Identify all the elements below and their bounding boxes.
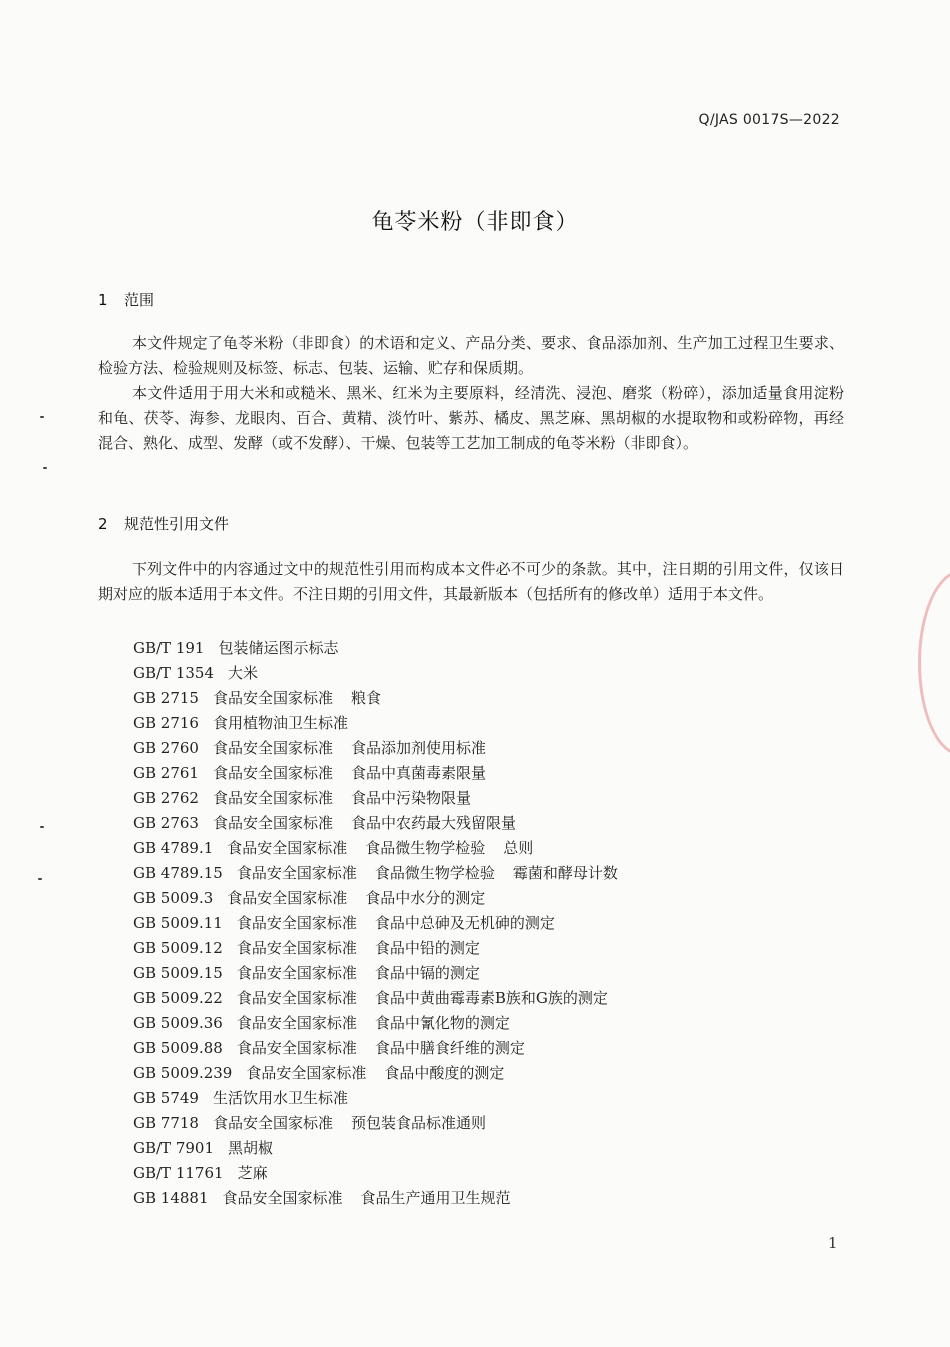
section-number: 1 (98, 291, 108, 309)
page-number: 1 (828, 1234, 838, 1252)
reference-item (133, 986, 626, 1011)
reference-item (133, 936, 626, 961)
reference-subtitle: 食品中农药最大残留限量 (350, 814, 516, 832)
reference-item (133, 1161, 626, 1186)
reference-item (133, 1061, 626, 1086)
reference-title: 食用植物油卫生标准 (212, 714, 348, 732)
reference-item (133, 711, 626, 736)
reference-item (133, 1086, 626, 1111)
reference-code: GB 14881 (133, 1189, 209, 1207)
reference-item (133, 1011, 626, 1036)
reference-subtitle: 食品中镉的测定 (374, 964, 480, 982)
reference-title: 食品安全国家标准 (212, 789, 333, 807)
reference-title: 生活饮用水卫生标准 (212, 1089, 348, 1107)
reference-code: GB 5009.22 (133, 989, 223, 1007)
reference-item (133, 661, 626, 686)
reference-subtitle: 食品微生物学检验 (374, 864, 495, 882)
reference-item (133, 761, 626, 786)
section-title: 范围 (124, 291, 155, 309)
reference-item (133, 811, 626, 836)
reference-item (133, 961, 626, 986)
reference-item (133, 786, 626, 811)
reference-code: GB 2763 (133, 814, 199, 832)
document-title: 龟苓米粉（非即食） (371, 210, 579, 235)
reference-subtitle: 食品微生物学检验 (365, 839, 486, 857)
reference-part: 总则 (503, 839, 534, 857)
reference-title: 食品安全国家标准 (212, 739, 333, 757)
scope-paragraph-1: 本文件规定了龟苓米粉（非即食）的术语和定义、产品分类、要求、食品添加剂、生产加工过程卫生要求、检验方法、检验规则及标签、标志、包装、运输、贮存和保质期。 (98, 334, 844, 377)
document-code: Q/JAS 0017S—2022 (698, 112, 840, 128)
reference-part: 霉菌和酵母计数 (512, 864, 618, 882)
reference-item (133, 911, 626, 936)
scan-mark (38, 878, 42, 880)
reference-code: GB 5749 (133, 1089, 199, 1107)
scan-mark (40, 826, 44, 828)
reference-title: 食品安全国家标准 (236, 914, 357, 932)
reference-item (133, 836, 626, 861)
reference-code: GB/T 7901 (133, 1139, 215, 1157)
reference-title: 大米 (228, 664, 259, 682)
section-heading-scope (98, 289, 154, 310)
reference-title: 食品安全国家标准 (212, 689, 333, 707)
reference-title: 食品安全国家标准 (222, 1189, 343, 1207)
reference-title: 食品安全国家标准 (236, 964, 357, 982)
reference-item (133, 1136, 626, 1161)
reference-code: GB/T 191 (133, 639, 205, 657)
reference-code: GB 4789.1 (133, 839, 214, 857)
reference-code: GB 5009.12 (133, 939, 223, 957)
red-seal-stamp (918, 570, 950, 756)
scan-mark (43, 467, 47, 469)
reference-subtitle: 食品中黄曲霉毒素B族和G族的测定 (374, 989, 608, 1007)
reference-title: 食品安全国家标准 (212, 764, 333, 782)
reference-code: GB 5009.239 (133, 1064, 233, 1082)
scope-paragraph-2: 本文件适用于用大米和或糙米、黑米、红米为主要原料，经清洗、浸泡、磨浆（粉碎），添加适量食用淀粉和龟、茯苓、海参、龙眼肉、百合、黄精、淡竹叶、紫苏、橘皮、黑芝麻、黑胡椒的水提取物和或粉碎物，再经混合、熟化、成型、发酵（或不发酵）、干燥、包装等工艺加工制成的龟苓米粉（非即食）。 (98, 384, 844, 452)
reference-item (133, 1111, 626, 1136)
reference-title: 食品安全国家标准 (227, 839, 348, 857)
reference-item (133, 861, 626, 886)
reference-code: GB 7718 (133, 1114, 199, 1132)
reference-subtitle: 食品添加剂使用标准 (350, 739, 486, 757)
reference-subtitle: 食品中总砷及无机砷的测定 (374, 914, 555, 932)
section-title: 规范性引用文件 (124, 515, 230, 533)
reference-list (133, 636, 626, 1211)
reference-subtitle: 食品中真菌毒素限量 (350, 764, 486, 782)
references-intro-paragraph: 下列文件中的内容通过文中的规范性引用而构成本文件必不可少的条款。其中，注日期的引用文件，仅该日期对应的版本适用于本文件。不注日期的引用文件，其最新版本（包括所有的修改单）适用于本文件。 (98, 560, 844, 603)
reference-subtitle: 食品中氰化物的测定 (374, 1014, 510, 1032)
reference-title: 食品安全国家标准 (236, 1039, 357, 1057)
reference-title: 食品安全国家标准 (236, 989, 357, 1007)
reference-code: GB 2761 (133, 764, 199, 782)
reference-code: GB 2716 (133, 714, 199, 732)
reference-subtitle: 食品中污染物限量 (350, 789, 471, 807)
reference-item (133, 636, 626, 661)
reference-item (133, 736, 626, 761)
reference-item (133, 1186, 626, 1211)
reference-title: 食品安全国家标准 (246, 1064, 367, 1082)
reference-title: 食品安全国家标准 (236, 864, 357, 882)
reference-subtitle: 食品中水分的测定 (365, 889, 486, 907)
reference-title: 食品安全国家标准 (236, 1014, 357, 1032)
reference-code: GB 5009.88 (133, 1039, 223, 1057)
reference-title: 食品安全国家标准 (227, 889, 348, 907)
reference-code: GB/T 11761 (133, 1164, 224, 1182)
reference-subtitle: 预包装食品标准通则 (350, 1114, 486, 1132)
reference-title: 包装储运图示标志 (218, 639, 339, 657)
reference-subtitle: 食品中膳食纤维的测定 (374, 1039, 525, 1057)
reference-title: 食品安全国家标准 (212, 1114, 333, 1132)
reference-code: GB/T 1354 (133, 664, 215, 682)
reference-item (133, 1036, 626, 1061)
reference-code: GB 5009.36 (133, 1014, 223, 1032)
reference-subtitle: 食品中铅的测定 (374, 939, 480, 957)
reference-code: GB 5009.15 (133, 964, 223, 982)
reference-code: GB 2762 (133, 789, 199, 807)
reference-item (133, 686, 626, 711)
reference-subtitle: 粮食 (350, 689, 381, 707)
section-heading-normative-references (98, 513, 229, 534)
reference-title: 芝麻 (237, 1164, 268, 1182)
reference-title: 食品安全国家标准 (212, 814, 333, 832)
reference-code: GB 4789.15 (133, 864, 223, 882)
reference-title: 黑胡椒 (228, 1139, 274, 1157)
reference-subtitle: 食品生产通用卫生规范 (360, 1189, 511, 1207)
reference-item (133, 886, 626, 911)
reference-title: 食品安全国家标准 (236, 939, 357, 957)
reference-code: GB 5009.11 (133, 914, 223, 932)
section-number: 2 (98, 515, 108, 533)
reference-code: GB 2715 (133, 689, 199, 707)
reference-code: GB 5009.3 (133, 889, 214, 907)
scan-mark (40, 416, 44, 418)
reference-subtitle: 食品中酸度的测定 (384, 1064, 505, 1082)
reference-code: GB 2760 (133, 739, 199, 757)
